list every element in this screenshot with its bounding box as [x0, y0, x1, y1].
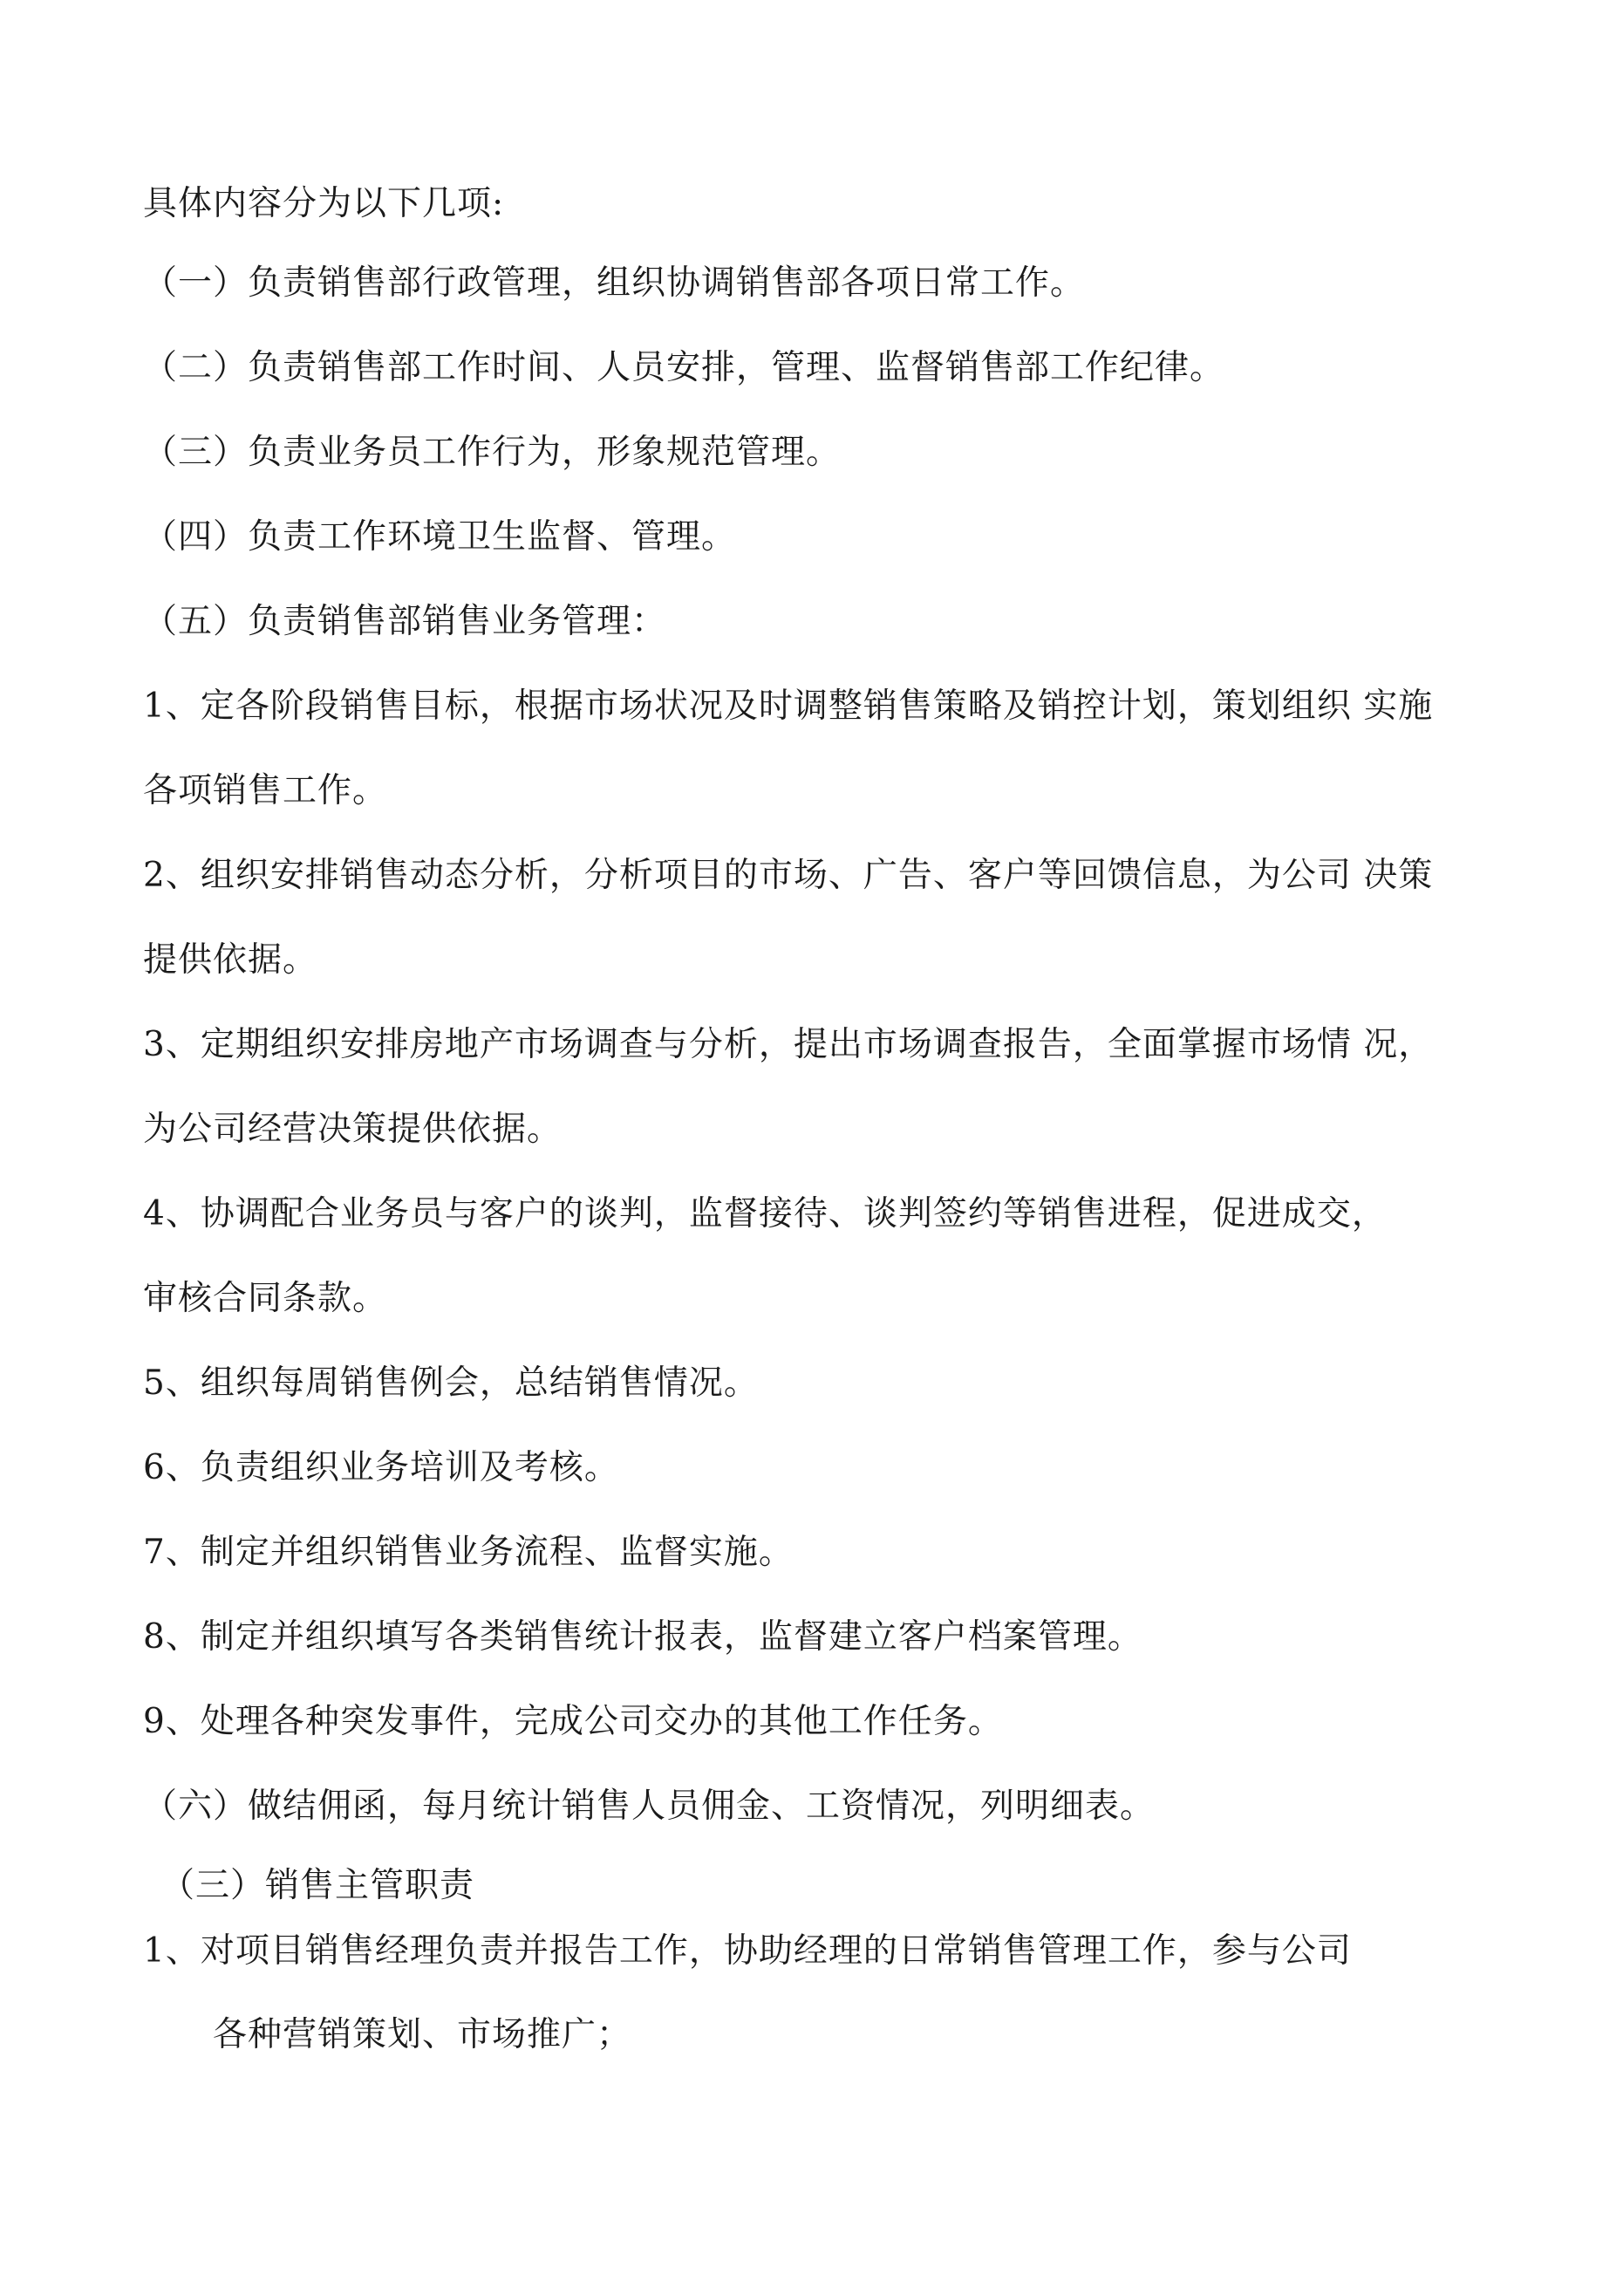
sub-item-1-line-1: 1、定各阶段销售目标，根据市场状况及时调整销售策略及销控计划，策划组织 实施 — [143, 687, 1434, 726]
sub-item-3-line-2: 为公司经营决策提供依据。 — [143, 1110, 563, 1149]
item-4: （四）负责工作环境卫生监督、管理。 — [143, 517, 737, 557]
item-3: （三）负责业务员工作行为，形象规范管理。 — [143, 433, 842, 472]
sub-item-2-line-2: 提供依据。 — [143, 940, 318, 980]
sub-item-5: 5、组织每周销售例会，总结销售情况。 — [143, 1363, 759, 1403]
sub-item-3-line-1: 3、定期组织安排房地产市场调查与分析，提出市场调查报告，全面掌握市场情 况， — [143, 1025, 1434, 1064]
duty-1-line-1: 1、对项目销售经理负责并报告工作，协助经理的日常销售管理工作，参与公司 — [143, 1931, 1352, 1971]
section-heading: （三）销售主管职责 — [160, 1866, 475, 1905]
item-5: （五）负责销售部销售业务管理： — [143, 602, 667, 641]
sub-item-4-line-1: 4、协调配合业务员与客户的谈判，监督接待、谈判签约等销售进程，促进成交， — [143, 1194, 1387, 1233]
sub-item-7: 7、制定并组织销售业务流程、监督实施。 — [143, 1533, 794, 1572]
item-1: （一）负责销售部行政管理，组织协调销售部各项日常工作。 — [143, 263, 1086, 303]
item-2: （二）负责销售部工作时间、人员安排，管理、监督销售部工作纪律。 — [143, 348, 1225, 387]
duty-1-line-2: 各种营销策划、市场推广； — [213, 2015, 632, 2054]
sub-item-8: 8、制定并组织填写各类销售统计报表，监督建立客户档案管理。 — [143, 1617, 1142, 1657]
sub-item-2-line-1: 2、组织安排销售动态分析，分析项目的市场、广告、客户等回馈信息，为公司 决策 — [143, 856, 1434, 895]
sub-item-9: 9、处理各种突发事件，完成公司交办的其他工作任务。 — [143, 1702, 1003, 1741]
sub-item-1-line-2: 各项销售工作。 — [143, 771, 388, 810]
sub-item-4-line-2: 审核合同条款。 — [143, 1279, 388, 1318]
item-6: （六）做结佣函，每月统计销售人员佣金、工资情况，列明细表。 — [143, 1787, 1156, 1826]
sub-item-6: 6、负责组织业务培训及考核。 — [143, 1448, 619, 1487]
intro-line: 具体内容分为以下几项: — [143, 184, 505, 223]
